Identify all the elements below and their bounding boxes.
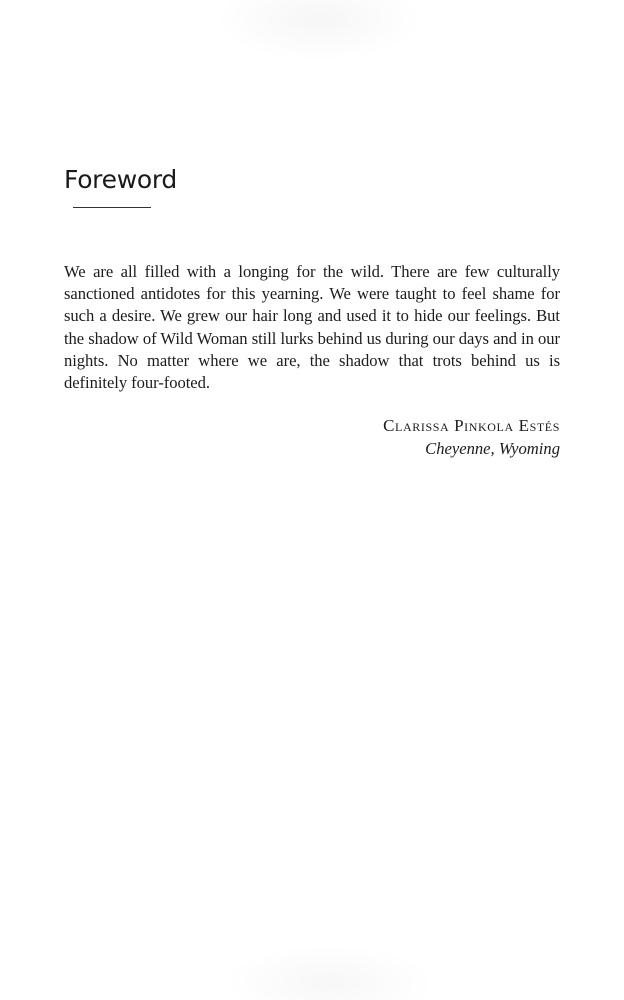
title-underline-rule xyxy=(73,207,151,208)
foreword-paragraph: We are all filled with a longing for the wild. There are few culturally sanctioned antidotes for this yearning. We were taught to feel shame for such a desire. We grew our hair long and used it to hide our feelings. But the shadow of Wild Woman still lurks behind us during our days and in our nights. No matter where we are, the shadow that trots behind us is definitely four-footed. xyxy=(64,262,560,393)
author-name: Clarissa Pinkola Estés xyxy=(383,416,560,435)
page-bottom-shadow xyxy=(222,944,436,1000)
attribution-block xyxy=(383,414,560,460)
author-location: Cheyenne, Wyoming xyxy=(425,439,560,458)
page-top-shadow xyxy=(214,0,424,62)
chapter-title: Foreword xyxy=(64,165,177,194)
